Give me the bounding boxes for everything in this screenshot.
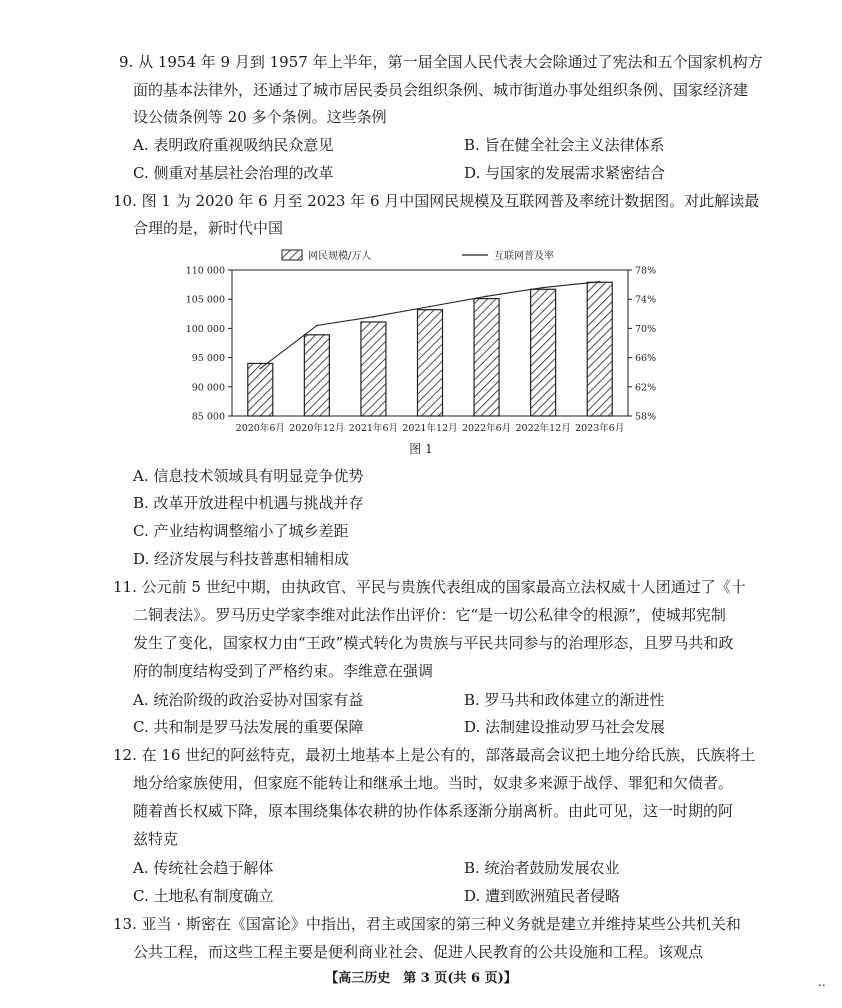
right-tick-label: 70% bbox=[635, 323, 657, 335]
x-tick-label: 2020年12月 bbox=[289, 423, 345, 434]
line-point-1 bbox=[259, 368, 261, 370]
question-9-line-2: 面的基本法律外，还通过了城市居民委员会组织条例、城市街道办事处组织条例、国家经济建 bbox=[133, 81, 749, 99]
bar-6 bbox=[531, 289, 556, 416]
right-tick-label: 74% bbox=[635, 294, 657, 306]
question-11-option-c[interactable]: C. 共和制是罗马法发展的重要保障 bbox=[133, 718, 364, 736]
question-12-option-d[interactable]: D. 遭到欧洲殖民者侵略 bbox=[464, 887, 621, 905]
line-point-6 bbox=[542, 287, 544, 289]
bar-7 bbox=[587, 282, 612, 416]
chart-svg bbox=[160, 244, 680, 444]
question-9-line-1: 9. 从 1954 年 9 月到 1957 年上半年，第一届全国人民代表大会除通过了宪法和五个国家机构方 bbox=[119, 53, 763, 71]
question-13-line-2: 公共工程，而这些工程主要是便利商业社会、促进人民教育的公共设施和工程。该观点 bbox=[133, 943, 704, 961]
line-point-5 bbox=[486, 295, 488, 297]
line-point-7 bbox=[599, 281, 601, 283]
line-point-2 bbox=[316, 325, 318, 327]
right-tick-label: 78% bbox=[635, 265, 657, 277]
bar-1 bbox=[248, 363, 273, 416]
legend-bar-swatch bbox=[282, 250, 302, 260]
question-12-line-3: 随着酋长权威下降，原本围绕集体农耕的协作体系逐渐分崩离析。由此可见，这一时期的阿 bbox=[133, 802, 734, 820]
question-10-line-1: 10. 图 1 为 2020 年 6 月至 2023 年 6 月中国网民规模及互联网普及率统计数据图。对此解读最 bbox=[113, 192, 760, 210]
left-tick-label: 110 000 bbox=[185, 265, 225, 277]
x-tick-label: 2023年6月 bbox=[575, 423, 625, 434]
question-12-line-2: 地分给家族使用，但家庭不能转让和继承土地。当时，奴隶多来源于战俘、罪犯和欠债者。 bbox=[133, 774, 734, 792]
page-footer: 【高三历史 第 3 页(共 6 页)】 bbox=[325, 971, 517, 986]
bar-2 bbox=[304, 335, 329, 416]
question-12-option-b[interactable]: B. 统治者鼓励发展农业 bbox=[464, 859, 620, 877]
left-tick-label: 85 000 bbox=[191, 411, 225, 423]
figure-1-chart bbox=[160, 244, 680, 444]
question-11-line-4: 府的制度结构受到了严格约束。李维意在强调 bbox=[133, 662, 434, 680]
question-10-line-2: 合理的是，新时代中国 bbox=[133, 219, 284, 237]
question-11-option-b[interactable]: B. 罗马共和政体建立的渐进性 bbox=[464, 691, 665, 709]
bar-4 bbox=[418, 310, 443, 416]
figure-caption: 图 1 bbox=[409, 442, 433, 456]
question-12-line-1: 12. 在 16 世纪的阿兹特克，最初土地基本上是公有的，部落最高会议把土地分给氏族，氏族将土 bbox=[113, 746, 756, 764]
question-11-line-2: 二铜表法》。罗马历史学家李维对此法作出评价：它“是一切公私律令的根源”，使城邦宪制 bbox=[133, 606, 726, 624]
question-9-option-c[interactable]: C. 侧重对基层社会治理的改革 bbox=[133, 164, 334, 182]
question-13-line-1: 13. 亚当 · 斯密在《国富论》中指出，君主或国家的第三种义务就是建立并维持某些公共机关和 bbox=[113, 915, 741, 933]
question-9-option-a[interactable]: A. 表明政府重视吸纳民众意见 bbox=[133, 136, 334, 154]
legend-line-label: 互联网普及率 bbox=[494, 251, 554, 262]
right-tick-label: 58% bbox=[635, 411, 657, 423]
bar-5 bbox=[474, 299, 499, 416]
question-10-option-c[interactable]: C. 产业结构调整缩小了城乡差距 bbox=[133, 522, 349, 540]
left-tick-label: 105 000 bbox=[185, 294, 225, 306]
left-tick-label: 90 000 bbox=[191, 382, 225, 394]
x-tick-label: 2022年6月 bbox=[461, 423, 512, 434]
left-tick-label: 95 000 bbox=[191, 353, 225, 365]
line-point-3 bbox=[373, 316, 375, 318]
x-tick-label: 2021年12月 bbox=[402, 423, 458, 434]
question-11-line-1: 11. 公元前 5 世纪中期，由执政官、平民与贵族代表组成的国家最高立法权威十人团通过了《十 bbox=[113, 578, 746, 596]
bar-3 bbox=[361, 322, 386, 416]
legend-bar-label: 网民规模/万人 bbox=[308, 251, 372, 262]
question-10-option-a[interactable]: A. 信息技术领域具有明显竞争优势 bbox=[133, 467, 364, 485]
line-point-4 bbox=[429, 306, 431, 308]
question-10-option-d[interactable]: D. 经济发展与科技普惠相辅相成 bbox=[133, 550, 350, 568]
corner-mark: .. bbox=[818, 975, 826, 989]
x-tick-label: 2021年6月 bbox=[348, 423, 399, 434]
question-12-option-c[interactable]: C. 土地私有制度确立 bbox=[133, 887, 274, 905]
question-12-option-a[interactable]: A. 传统社会趋于解体 bbox=[133, 859, 274, 877]
question-11-option-a[interactable]: A. 统治阶级的政治妥协对国家有益 bbox=[133, 691, 364, 709]
x-tick-label: 2022年12月 bbox=[515, 423, 571, 434]
question-9-line-3: 设公债条例等 20 多个条例。这些条例 bbox=[133, 108, 387, 126]
question-11-line-3: 发生了变化，国家权力由“王政”模式转化为贵族与平民共同参与的治理形态，且罗马共和政 bbox=[133, 634, 734, 652]
question-9-option-d[interactable]: D. 与国家的发展需求紧密结合 bbox=[464, 164, 666, 182]
question-9-option-b[interactable]: B. 旨在健全社会主义法律体系 bbox=[464, 136, 665, 154]
left-tick-label: 100 000 bbox=[185, 323, 225, 335]
question-12-line-4: 兹特克 bbox=[133, 830, 179, 848]
right-tick-label: 66% bbox=[635, 353, 657, 365]
x-tick-label: 2020年6月 bbox=[235, 423, 285, 434]
question-11-option-d[interactable]: D. 法制建设推动罗马社会发展 bbox=[464, 718, 666, 736]
right-tick-label: 62% bbox=[635, 382, 657, 394]
question-10-option-b[interactable]: B. 改革开放进程中机遇与挑战并存 bbox=[133, 494, 364, 512]
